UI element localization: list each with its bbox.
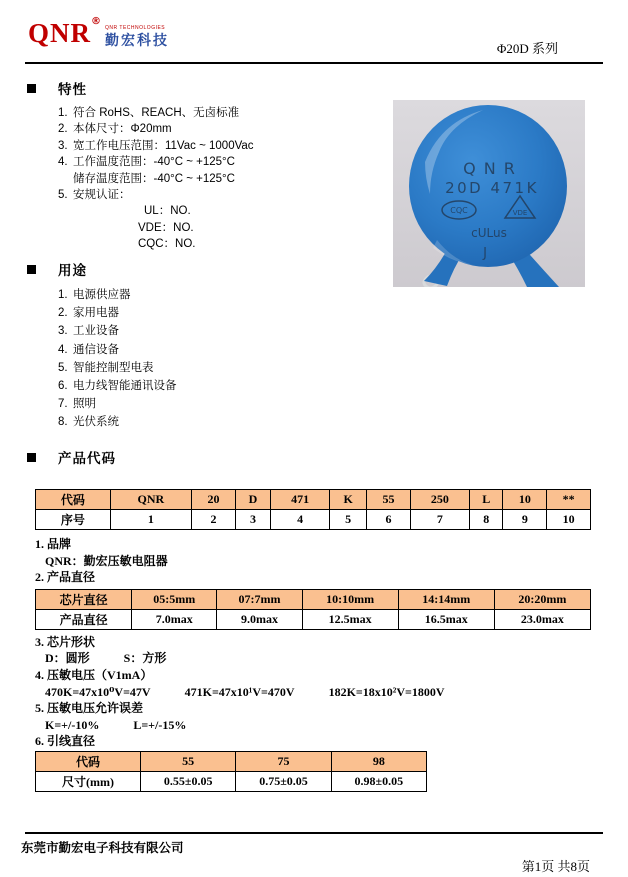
table-cell: 0.75±0.05 [236,771,331,791]
table-cell: 3 [235,510,270,530]
item-text: 照明 [73,398,96,411]
item-number: 2. [58,123,68,136]
table-header-row [36,490,591,510]
section-title: 特性 [58,82,87,97]
product-code-table [35,489,591,530]
list-item [58,105,254,121]
table-cell: 10:10mm [302,589,398,609]
list-item [58,187,254,203]
notes-block-1 [35,536,605,586]
table-cell: 05:5mm [132,589,217,609]
table-cell: 9 [503,510,547,530]
table-cell: 芯片直径 [36,589,132,609]
footer-divider [25,832,603,834]
cqc-logo-text: CQC [450,206,468,215]
note-value: K=+/-10% [45,717,100,732]
list-item [58,395,177,413]
item-text: 智能控制型电表 [73,361,154,374]
item-number: 3. [58,139,68,152]
item-text: UL：NO. [144,205,191,218]
product-code-heading [27,447,605,467]
notes-block-2 [35,634,605,750]
table-header-row [36,589,591,609]
item-text: 通信设备 [73,343,119,356]
square-bullet-icon [27,453,36,462]
table-cell: 10 [547,510,591,530]
item-text: 宽工作电压范围：11Vac ~ 1000Vac [73,139,254,152]
note-line [35,717,605,734]
table-cell: 20 [192,490,236,510]
note-value: 471K=47x10¹V=470V [184,684,295,699]
item-number: 5. [58,361,68,374]
table-cell: 07:7mm [217,589,302,609]
lead-diameter-table [35,751,427,792]
footer-company-name: 东莞市勤宏电子科技有限公司 [21,841,184,855]
item-number: 4. [58,156,68,169]
logo-tagline: QNR TECHNOLOGIES [105,25,166,31]
list-item [58,121,254,137]
table-cell: QNR [110,490,191,510]
cert-item-ul [58,203,254,219]
item-number: 6. [58,380,68,393]
note-line: QNR：勤宏压敏电阻器 [45,553,168,568]
item-text: 工业设备 [73,325,119,338]
item-text: 储存温度范围：-40°C ~ +125°C [73,172,235,185]
page-header [25,16,603,64]
section-title: 用途 [58,263,87,278]
item-number: 5. [58,189,68,202]
table-cell: 7 [410,510,469,530]
table-cell: 代码 [36,490,111,510]
series-label: Φ20D 系列 [496,41,558,56]
item-text: 电源供应器 [73,289,131,301]
table-cell: 4 [271,510,330,530]
page-number: 第1页 共8页 [521,859,590,874]
table-cell: ** [547,490,591,510]
company-logo [28,16,169,48]
item-number: 3. [58,325,68,338]
list-item [58,377,177,395]
table-cell: 1 [110,510,191,530]
table-cell: 250 [410,490,469,510]
item-number: 2. [58,307,68,320]
table-cell: 20:20mm [494,589,590,609]
table-cell: 16.5max [398,609,494,629]
table-cell: 5 [330,510,367,530]
item-text: 符合 RoHS、REACH、无卤标准 [73,107,240,119]
item-text: 本体尺寸：Φ20mm [73,123,172,136]
item-number: 1. [58,107,68,119]
cert-item-vde [58,220,254,236]
table-cell: 2 [192,510,236,530]
table-cell: 98 [331,751,426,771]
item-number: 8. [58,416,68,429]
table-cell: 代码 [36,751,141,771]
cert-item-cqc [58,236,254,252]
table-cell: 序号 [36,510,111,530]
table-cell: 471 [271,490,330,510]
table-cell: 12.5max [302,609,398,629]
applications-heading [27,259,177,279]
item-text: VDE：NO. [138,221,194,234]
marking-j: J [483,246,487,261]
table-cell: 55 [367,490,411,510]
table-cell: 23.0max [494,609,590,629]
note-value: S：方形 [123,651,167,666]
table-cell: 55 [141,751,236,771]
table-cell: 6 [367,510,411,530]
note-line: 1. 品牌 [35,537,72,551]
item-text: 家用电器 [73,307,119,320]
square-bullet-icon [27,265,36,274]
note-line: 4. 压敏电压（V1mA） [35,667,153,682]
list-item [58,322,177,340]
varistor-photo [393,100,585,287]
section-applications [27,259,177,432]
section-product-code [27,447,605,792]
marking-model: 20D 471K [445,179,539,197]
table-cell: 0.55±0.05 [141,771,236,791]
note-line [35,650,605,667]
square-bullet-icon [27,84,36,93]
note-line: 5. 压敏电压允许误差 [35,701,144,716]
brand-text: QNR® [28,16,102,48]
list-item [58,413,177,431]
item-number: 1. [58,289,68,301]
note-line: 2. 产品直径 [35,570,96,585]
table-cell: 7.0max [132,609,217,629]
table-row [36,609,591,629]
list-item [58,304,177,322]
table-cell: 14:14mm [398,589,494,609]
list-item [58,154,254,170]
list-item [58,138,254,154]
table-row [36,771,427,791]
table-cell: D [235,490,270,510]
section-features [27,78,254,253]
table-cell: 0.98±0.05 [331,771,426,791]
note-value: 182K=18x10²V=1800V [328,684,445,699]
vde-logo-text: VDE [512,209,528,217]
features-list [58,105,254,253]
features-heading [27,78,254,98]
diameter-table [35,589,591,630]
note-line [35,684,605,701]
list-item [58,286,177,304]
item-number [58,171,73,187]
logo-subtext [105,26,169,47]
table-cell: 尺寸(mm) [36,771,141,791]
table-row [36,510,591,530]
section-title: 产品代码 [58,451,116,466]
list-item [58,359,177,377]
table-cell: 9.0max [217,609,302,629]
logo-company-cn: 勤宏科技 [105,32,169,48]
item-text: 电力线智能通讯设备 [73,380,177,393]
list-item [58,171,254,187]
list-item [58,341,177,359]
note-value: L=+/-15% [133,717,187,732]
applications-list [58,286,177,432]
note-value: 470K=47x10⁰V=47V [45,684,151,699]
note-line: 6. 引线直径 [35,734,96,749]
table-header-row [36,751,427,771]
note-value: D：圆形 [45,651,90,666]
table-cell: 8 [470,510,503,530]
table-cell: 10 [503,490,547,510]
item-number: 7. [58,398,68,411]
item-text: 工作温度范围：-40°C ~ +125°C [73,156,235,169]
item-text: 光伏系统 [73,416,119,429]
registered-mark-icon: ® [91,16,102,27]
table-cell: 75 [236,751,331,771]
table-cell: L [470,490,503,510]
table-cell: 产品直径 [36,609,132,629]
item-text: CQC：NO. [138,238,196,251]
marking-brand: QNR [463,159,523,178]
item-text: 安规认证： [73,189,131,202]
table-cell: K [330,490,367,510]
ul-mark-text: cULus [471,226,507,240]
note-line: 3. 芯片形状 [35,634,96,649]
item-number: 4. [58,343,68,356]
